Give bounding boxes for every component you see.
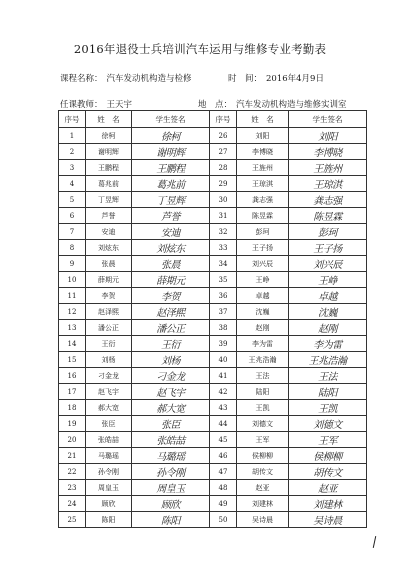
signature-cell: 陈昱霖 xyxy=(289,208,367,224)
index-cell: 44 xyxy=(210,416,237,432)
name-cell: 葛兆前 xyxy=(86,176,132,192)
name-cell: 赵刚 xyxy=(237,320,289,336)
table-row xyxy=(59,512,367,528)
header-name-left: 姓 名 xyxy=(86,111,132,128)
index-cell: 36 xyxy=(210,288,237,304)
signature-cell: 李博晓 xyxy=(289,144,367,160)
name-cell: 谢明辉 xyxy=(86,144,132,160)
index-cell: 43 xyxy=(210,400,237,416)
name-cell: 赵亚 xyxy=(237,480,289,496)
table-row xyxy=(59,496,367,512)
name-cell: 陈昱霖 xyxy=(237,208,289,224)
index-cell: 24 xyxy=(59,496,86,512)
table-row xyxy=(59,384,367,400)
signature-cell: 胡传文 xyxy=(289,464,367,480)
name-cell: 薛期元 xyxy=(86,272,132,288)
name-cell: 徐柯 xyxy=(86,128,132,144)
location-value: 汽车发动机构造与维修实训室 xyxy=(236,100,347,110)
index-cell: 8 xyxy=(59,240,86,256)
name-cell: 刘阳 xyxy=(237,128,289,144)
course-label: 课程名称： xyxy=(60,74,103,84)
index-cell: 33 xyxy=(210,240,237,256)
index-cell: 23 xyxy=(59,480,86,496)
signature-cell: 彭珂 xyxy=(289,224,367,240)
name-cell: 胡传文 xyxy=(237,464,289,480)
signature-cell: 刁金龙 xyxy=(132,368,210,384)
signature-cell: 王凯 xyxy=(289,400,367,416)
table-row xyxy=(59,208,367,224)
name-cell: 顾欣 xyxy=(86,496,132,512)
index-cell: 16 xyxy=(59,368,86,384)
index-cell: 37 xyxy=(210,304,237,320)
time-info xyxy=(228,72,324,84)
index-cell: 2 xyxy=(59,144,86,160)
name-cell: 芦誉 xyxy=(86,208,132,224)
signature-cell: 龚志强 xyxy=(289,192,367,208)
signature-cell: 陆阳 xyxy=(289,384,367,400)
signature-cell: 王子扬 xyxy=(289,240,367,256)
index-cell: 46 xyxy=(210,448,237,464)
index-cell: 9 xyxy=(59,256,86,272)
name-cell: 陆阳 xyxy=(237,384,289,400)
index-cell: 30 xyxy=(210,192,237,208)
table-row xyxy=(59,480,367,496)
signature-cell: 沈巍 xyxy=(289,304,367,320)
table-row xyxy=(59,448,367,464)
signature-cell: 李贺 xyxy=(132,288,210,304)
index-cell: 29 xyxy=(210,176,237,192)
table-row xyxy=(59,256,367,272)
index-cell: 14 xyxy=(59,336,86,352)
signature-cell: 王鹏程 xyxy=(132,160,210,176)
course-value: 汽车发动机构造与检修 xyxy=(106,74,192,84)
teacher-info xyxy=(60,98,132,110)
name-cell: 李为雷 xyxy=(237,336,289,352)
name-cell: 王琼淇 xyxy=(237,176,289,192)
index-cell: 39 xyxy=(210,336,237,352)
index-cell: 35 xyxy=(210,272,237,288)
signature-cell: 王旌州 xyxy=(289,160,367,176)
index-cell: 31 xyxy=(210,208,237,224)
name-cell: 潘公正 xyxy=(86,320,132,336)
signature-cell: 赵刚 xyxy=(289,320,367,336)
index-cell: 13 xyxy=(59,320,86,336)
index-cell: 20 xyxy=(59,432,86,448)
signature-cell: 王法 xyxy=(289,368,367,384)
name-cell: 刁金龙 xyxy=(86,368,132,384)
name-cell: 刘炫东 xyxy=(86,240,132,256)
name-cell: 李贺 xyxy=(86,288,132,304)
name-cell: 丁昱辉 xyxy=(86,192,132,208)
index-cell: 28 xyxy=(210,160,237,176)
signature-cell: 芦誉 xyxy=(132,208,210,224)
name-cell: 郝大宽 xyxy=(86,400,132,416)
signature-cell: 陈阳 xyxy=(132,512,210,528)
signature-cell: 葛兆前 xyxy=(132,176,210,192)
table-row xyxy=(59,400,367,416)
header-signature-right: 学生签名 xyxy=(289,111,367,128)
name-cell: 张臣 xyxy=(86,416,132,432)
index-cell: 41 xyxy=(210,368,237,384)
signature-cell: 刘兴辰 xyxy=(289,256,367,272)
signature-cell: 王琼淇 xyxy=(289,176,367,192)
index-cell: 6 xyxy=(59,208,86,224)
index-cell: 27 xyxy=(210,144,237,160)
name-cell: 孙令刚 xyxy=(86,464,132,480)
signature-cell: 吴诗晨 xyxy=(289,512,367,528)
index-cell: 11 xyxy=(59,288,86,304)
name-cell: 王峥 xyxy=(237,272,289,288)
table-row xyxy=(59,272,367,288)
signature-cell: 李为雷 xyxy=(289,336,367,352)
signature-cell: 卓越 xyxy=(289,288,367,304)
name-cell: 卓越 xyxy=(237,288,289,304)
index-cell: 34 xyxy=(210,256,237,272)
name-cell: 王衍 xyxy=(86,336,132,352)
signature-cell: 刘德文 xyxy=(289,416,367,432)
table-row xyxy=(59,144,367,160)
table-row xyxy=(59,224,367,240)
signature-cell: 张皓喆 xyxy=(132,432,210,448)
name-cell: 刘德文 xyxy=(237,416,289,432)
name-cell: 王军 xyxy=(237,432,289,448)
index-cell: 1 xyxy=(59,128,86,144)
index-cell: 40 xyxy=(210,352,237,368)
name-cell: 安迪 xyxy=(86,224,132,240)
name-cell: 王凯 xyxy=(237,400,289,416)
index-cell: 22 xyxy=(59,464,86,480)
index-cell: 48 xyxy=(210,480,237,496)
signature-cell: 孙令刚 xyxy=(132,464,210,480)
table-row xyxy=(59,176,367,192)
name-cell: 马璐瑶 xyxy=(86,448,132,464)
pen-mark xyxy=(373,536,376,548)
signature-cell: 刘阳 xyxy=(289,128,367,144)
name-cell: 王法 xyxy=(237,368,289,384)
index-cell: 25 xyxy=(59,512,86,528)
name-cell: 刘建林 xyxy=(237,496,289,512)
table-row xyxy=(59,368,367,384)
signature-cell: 赵飞宇 xyxy=(132,384,210,400)
attendance-table xyxy=(58,110,367,528)
signature-cell: 顾欣 xyxy=(132,496,210,512)
table-row xyxy=(59,416,367,432)
table-row xyxy=(59,192,367,208)
index-cell: 17 xyxy=(59,384,86,400)
name-cell: 王兆浩瀚 xyxy=(237,352,289,368)
name-cell: 张皓喆 xyxy=(86,432,132,448)
table-row xyxy=(59,288,367,304)
index-cell: 50 xyxy=(210,512,237,528)
table-row xyxy=(59,304,367,320)
signature-cell: 赵亚 xyxy=(289,480,367,496)
name-cell: 侯柳柳 xyxy=(237,448,289,464)
teacher-value: 王天宇 xyxy=(106,100,133,110)
name-cell: 王子扬 xyxy=(237,240,289,256)
table-row xyxy=(59,128,367,144)
time-label: 时 间： xyxy=(228,74,263,84)
index-cell: 7 xyxy=(59,224,86,240)
location-info xyxy=(198,98,347,110)
table-row xyxy=(59,336,367,352)
index-cell: 49 xyxy=(210,496,237,512)
signature-cell: 刘建林 xyxy=(289,496,367,512)
name-cell: 沈巍 xyxy=(237,304,289,320)
signature-cell: 张臣 xyxy=(132,416,210,432)
index-cell: 47 xyxy=(210,464,237,480)
signature-cell: 周皇玉 xyxy=(132,480,210,496)
name-cell: 赵飞宇 xyxy=(86,384,132,400)
index-cell: 32 xyxy=(210,224,237,240)
index-cell: 4 xyxy=(59,176,86,192)
signature-cell: 徐柯 xyxy=(132,128,210,144)
signature-cell: 安迪 xyxy=(132,224,210,240)
index-cell: 26 xyxy=(210,128,237,144)
index-cell: 19 xyxy=(59,416,86,432)
signature-cell: 丁昱辉 xyxy=(132,192,210,208)
header-name-right: 姓 名 xyxy=(237,111,289,128)
table-row xyxy=(59,160,367,176)
index-cell: 38 xyxy=(210,320,237,336)
name-cell: 李博晓 xyxy=(237,144,289,160)
name-cell: 王旌州 xyxy=(237,160,289,176)
header-signature-left: 学生签名 xyxy=(132,111,210,128)
name-cell: 周皇玉 xyxy=(86,480,132,496)
header-index-left: 序号 xyxy=(59,111,86,128)
table-row xyxy=(59,464,367,480)
signature-cell: 王峥 xyxy=(289,272,367,288)
signature-cell: 王衍 xyxy=(132,336,210,352)
header-index-right: 序号 xyxy=(210,111,237,128)
index-cell: 45 xyxy=(210,432,237,448)
location-label: 地 点： xyxy=(198,100,233,110)
signature-cell: 薛期元 xyxy=(132,272,210,288)
course-info xyxy=(60,72,192,84)
signature-cell: 潘公正 xyxy=(132,320,210,336)
signature-cell: 谢明辉 xyxy=(132,144,210,160)
page-title: 2016年退役士兵培训汽车运用与维修专业考勤表 xyxy=(73,42,327,56)
index-cell: 18 xyxy=(59,400,86,416)
name-cell: 龚志强 xyxy=(237,192,289,208)
signature-cell: 郝大宽 xyxy=(132,400,210,416)
name-cell: 彭珂 xyxy=(237,224,289,240)
table-row xyxy=(59,320,367,336)
table-header-row xyxy=(59,111,367,128)
index-cell: 5 xyxy=(59,192,86,208)
signature-cell: 刘杨 xyxy=(132,352,210,368)
index-cell: 15 xyxy=(59,352,86,368)
name-cell: 刘杨 xyxy=(86,352,132,368)
signature-cell: 赵泽熙 xyxy=(132,304,210,320)
name-cell: 陈阳 xyxy=(86,512,132,528)
signature-cell: 王军 xyxy=(289,432,367,448)
signature-cell: 侯柳柳 xyxy=(289,448,367,464)
index-cell: 3 xyxy=(59,160,86,176)
index-cell: 12 xyxy=(59,304,86,320)
name-cell: 吴诗晨 xyxy=(237,512,289,528)
index-cell: 21 xyxy=(59,448,86,464)
index-cell: 42 xyxy=(210,384,237,400)
index-cell: 10 xyxy=(59,272,86,288)
signature-cell: 马璐瑶 xyxy=(132,448,210,464)
table-row xyxy=(59,352,367,368)
signature-cell: 王兆浩瀚 xyxy=(289,352,367,368)
name-cell: 赵泽熙 xyxy=(86,304,132,320)
signature-cell: 刘炫东 xyxy=(132,240,210,256)
teacher-label: 任课教师： xyxy=(60,100,103,110)
name-cell: 王鹏程 xyxy=(86,160,132,176)
table-row xyxy=(59,240,367,256)
name-cell: 张晨 xyxy=(86,256,132,272)
name-cell: 刘兴辰 xyxy=(237,256,289,272)
attendance-rows xyxy=(59,128,367,528)
table-row xyxy=(59,432,367,448)
time-value: 2016年4月9日 xyxy=(266,74,324,84)
signature-cell: 张晨 xyxy=(132,256,210,272)
